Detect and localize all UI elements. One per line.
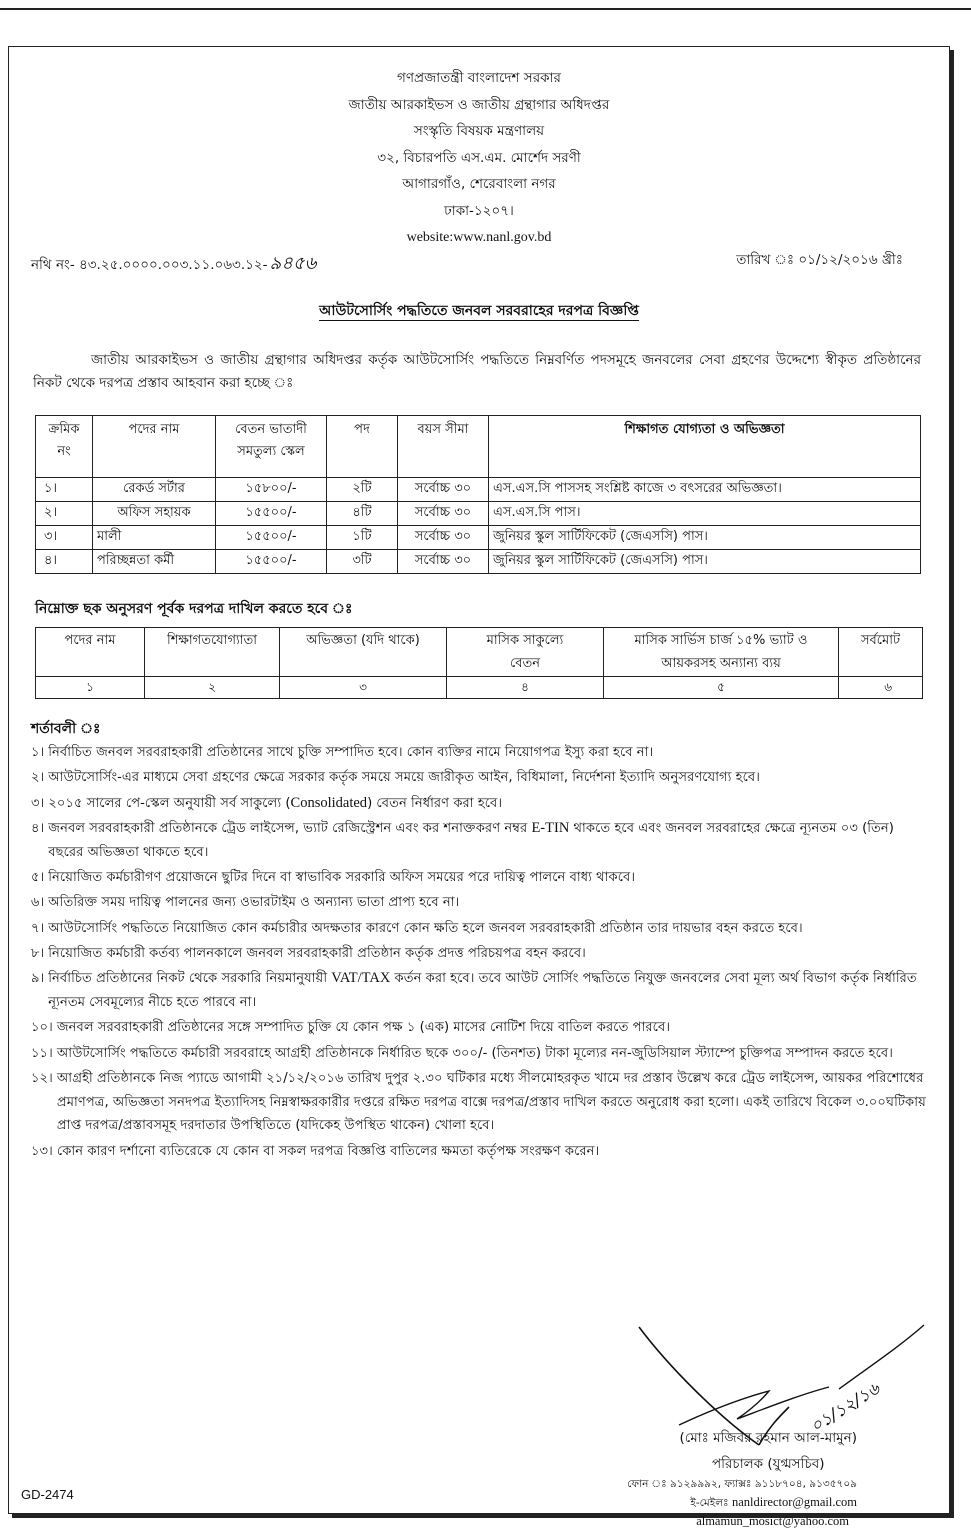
format-header-post-name: পদের নাম xyxy=(36,628,145,677)
term-item: ১৩। কোন কারণ দর্শানো ব্যতিরেকে যে কোন বা সকল দরপত্র বিজ্ঞপ্তি বাতিলের ক্ষমতা কর্তৃপক্ষ সংরক্ষণ করেন। xyxy=(31,1143,600,1159)
term-item: ৪। জনবল সরবরাহকারী প্রতিষ্ঠানকে ট্রেড লাইসেন্স, ভ্যাট রেজিস্ট্রেশন এবং কর শনাক্তকরণ নম্বর E-TIN থাকতে হবে এবং জনবল সরবরাহের ক্ষেত্রে ন্যূনতম ০৩ (তিন) বছরের অভিজ্ঞতা থাকতে হবে। xyxy=(31,819,894,860)
format-col-number: ৬ xyxy=(839,677,923,699)
row-qualification: এস.এস.সি পাস। xyxy=(489,502,921,526)
row-qualification: জুনিয়র স্কুল সার্টিফিকেট (জেএসসি) পাস। xyxy=(489,526,921,550)
notice-title-text: আউটসোর্সিং পদ্ধতিতে জনবল সরবরাহের দরপত্র বিজ্ঞপ্তি xyxy=(319,303,639,319)
contact-info xyxy=(627,1475,857,1530)
header-post-name: পদের নাম xyxy=(93,416,216,478)
signatory-name: (মোঃ মজিবর রহমান আল-মামুন) xyxy=(679,1430,857,1446)
header-address-city: ঢাকা-১২০৭। xyxy=(444,202,514,219)
row-post-name: পরিচ্ছন্নতা কর্মী xyxy=(93,550,216,574)
contact-email-secondary: almamun_mosict@yahoo.com xyxy=(696,1514,849,1528)
row-age-limit: সর্বোচ্চ ৩০ xyxy=(398,550,489,574)
row-qualification: জুনিয়র স্কুল সার্টিফিকেট (জেএসসি) পাস। xyxy=(489,550,921,574)
header-department: জাতীয় আরকাইভস ও জাতীয় গ্রন্থাগার অধিদপ্তর xyxy=(348,96,610,113)
issue-date: তারিখ ঃ ০১/১২/২০১৬ খ্রীঃ xyxy=(736,252,903,268)
row-post-count: ৪টি xyxy=(327,502,398,526)
format-header-salary: মাসিক সাকুল্যে বেতন xyxy=(447,628,604,677)
header-address-area: আগারগাঁও, শেরেবাংলা নগর xyxy=(402,176,556,193)
signatory xyxy=(680,1425,858,1477)
top-rule xyxy=(0,8,971,10)
term-item: ৬। অতিরিক্ত সময় দায়িত্ব পালনের জন্য ওভারটাইম ও অন্যান্য ভাতা প্রাপ্য হবে না। xyxy=(31,895,460,911)
term-item: ২। আউটসোর্সিং-এর মাধ্যমে সেবা গ্রহণের ক্ষেত্রে সরকার কর্তৃক সময়ে সময়ে জারীকৃত আইন, বিধিমালা, নির্দেশনা ইত্যাদি অনুসরণযোগ্য হবে। xyxy=(31,770,760,786)
format-header-qualification: শিক্ষাগতযোগ্যাতা xyxy=(145,628,280,677)
notice-title xyxy=(9,299,949,323)
row-salary: ১৫৫০০/- xyxy=(216,550,327,574)
term-item: ১০। জনবল সরবরাহকারী প্রতিষ্ঠানের সঙ্গে সম্পাদিত চুক্তি যে কোন পক্ষ ১ (এক) মাসের নোটিশ দিয়ে বাতিল করতে পারবে। xyxy=(31,1020,671,1036)
row-serial: ২। xyxy=(36,502,93,526)
term-item: ৭। আউটসোর্সিং পদ্ধতিতে নিয়োজিত কোন কর্মচারীর অদক্ষতার কারণে কোন ক্ষতি হলে জনবল সরবরাহকারী প্রতিষ্ঠান তার দায়ভার বহন করতে হবে। xyxy=(31,920,803,936)
format-col-number: ৪ xyxy=(447,677,604,699)
format-col-number: ১ xyxy=(36,677,145,699)
term-item: ১২। আগ্রহী প্রতিষ্ঠানকে নিজ প্যাডে আগামী ২১/১২/২০১৬ তারিখ দুপুর ২.৩০ ঘটিকার মধ্যে সীলমোহরকৃত খামে দর প্রস্তাব উল্লেখ করে ট্রেড লাইসেন্স, আয়কর পরিশোধের প্রমাণপত্র, অভিজ্ঞতা সনদপত্র ইত্যাদিসহ নিম্নস্বাক্ষরকারীর দপ্তরে রক্ষিত দরপত্র বাক্সে দরপত্র/প্রস্তাব দাখিল করতে অনুরোধ করা হলো। একই তারিখে বিকেল ৩.০০ঘটিকায় প্রাপ্ত দরপত্র/প্রস্তাবসমূহ দরদাতার উপস্থিতিতে (যদিকেহ উপস্থিত থাকেন) খোলা হবে। xyxy=(31,1070,926,1134)
intro-text: জাতীয় আরকাইভস ও জাতীয় গ্রন্থাগার অধিদপ্তর কর্তৃক আউটসোর্সিং পদ্ধতিতে নিম্নবর্ণিত পদসমূহে জনবলের সেবা গ্রহণের উদ্দেশ্যে স্বীকৃত প্রতিষ্ঠানের নিকট থেকে দরপত্র প্রস্তাব আহবান করা হচ্ছে ঃ xyxy=(33,352,921,391)
table-row xyxy=(36,550,921,574)
format-table-label: নিম্নোক্ত ছক অনুসরণ পূর্বক দরপত্র দাখিল করতে হবে ঃ xyxy=(35,601,353,617)
table-row xyxy=(36,478,921,502)
row-serial: ১। xyxy=(36,478,93,502)
notice-page xyxy=(8,46,950,1528)
format-table xyxy=(35,627,923,699)
format-table-number-row xyxy=(36,677,923,699)
term-item: ৯। নির্বাচিত প্রতিষ্ঠানের নিকট থেকে সরকারি নিয়মানুযায়ী VAT/TAX কর্তন করা হবে। তবে আউট সোর্সিং পদ্ধতিতে নিযুক্ত জনবলের সেবা মূল্য অর্থ বিভাগ কর্তৃক নির্ধারিত ন্যূনতম সেবমূল্যের নীচে হতে পারবে না। xyxy=(31,970,917,1010)
row-salary: ১৫৫০০/- xyxy=(216,502,327,526)
header-website: website:www.nanl.gov.bd xyxy=(406,229,552,245)
header-address-street: ৩২, বিচারপতি এস.এম. মোর্শেদ সরণী xyxy=(377,149,581,166)
row-age-limit: সর্বোচ্চ ৩০ xyxy=(398,478,489,502)
table-row xyxy=(36,502,921,526)
signatory-designation: পরিচালক (যুগ্মসচিব) xyxy=(711,1456,825,1472)
header-age-limit: বয়স সীমা xyxy=(398,416,489,478)
header-govt: গণপ্রজাতন্ত্রী বাংলাদেশ সরকার xyxy=(397,70,561,86)
row-post-count: ৩টি xyxy=(327,550,398,574)
row-post-count: ১টি xyxy=(327,526,398,550)
row-post-name: মালী xyxy=(93,526,216,550)
header-serial: ক্রমিক নং xyxy=(36,416,93,478)
term-item: ১। নির্বাচিত জনবল সরবরাহকারী প্রতিষ্ঠানের সাথে চুক্তি সম্পাদিত হবে। কোন ব্যক্তির নামে নিয়োগপত্র ইস্যু করা হবে না। xyxy=(31,745,654,760)
row-qualification: এস.এস.সি পাসসহ সংশ্লিষ্ট কাজে ৩ বৎসরের অভিজ্ঞতা। xyxy=(489,478,921,502)
term-item: ১১। আউটসোর্সিং পদ্ধতিতে কর্মচারী সরবরাহে আগ্রহী প্রতিষ্ঠানকে নির্ধারিত ছকে ৩০০/- (তিনশত) টাকা মূল্যের নন-জুডিসিয়াল স্ট্যাম্পে চুক্তিপত্র সম্পাদন করতে হবে। xyxy=(31,1045,893,1061)
term-item: ৩। ২০১৫ সালের পে-স্কেল অনুযায়ী সর্ব সাকুল্যে (Consolidated) বেতন নির্ধারণ করা হবে। xyxy=(31,794,503,811)
format-header-experience: অভিজ্ঞতা (যদি থাকে) xyxy=(280,628,447,677)
format-table-header xyxy=(36,628,923,677)
row-post-count: ২টি xyxy=(327,478,398,502)
terms-title: শর্তাবলী ঃ xyxy=(31,721,101,737)
term-item: ৮। নিয়োজিত কর্মচারী কর্তব্য পালনকালে জনবল সরবরাহকারী প্রতিষ্ঠান কর্তৃক প্রদত্ত পরিচয়পত্র বহন করবে। xyxy=(31,945,586,961)
file-number xyxy=(31,249,316,280)
intro-paragraph xyxy=(33,349,921,395)
contact-email-primary: nanldirector@gmail.com xyxy=(731,1495,857,1509)
signature-handwritten-date: ০১/১২/১৬ xyxy=(807,1379,884,1438)
term-item: ৫। নিয়োজিত কর্মচারীগণ প্রয়োজনে ছুটির দিনে বা স্বাভাবিক সরকারি অফিস সময়ের পরে দায়িত্ব পালনে বাধ্য থাকবে। xyxy=(31,869,636,885)
header-qualification: শিক্ষাগত যোগ্যতা ও অভিজ্ঞতা xyxy=(489,416,921,478)
posts-table xyxy=(35,415,921,574)
file-number-value: ৪৩.২৫.০০০০.০০৩.১১.০৬৩.১২- xyxy=(79,257,268,273)
format-header-service-charge: মাসিক সার্ভিস চার্জ ১৫% ভ্যাট ও আয়করসহ অন্যান্য ব্যয় xyxy=(604,628,839,677)
format-col-number: ৩ xyxy=(280,677,447,699)
format-col-number: ২ xyxy=(145,677,280,699)
contact-phone: ফোন ঃ ৯১২৯৯৯২, ফ্যাক্সঃ ৯১১৮৭০৪, ৯১৩৫৭০৯ xyxy=(627,1478,857,1490)
file-number-handwritten: ৯৪৫৬ xyxy=(269,253,317,274)
header-ministry: সংস্কৃতি বিষয়ক মন্ত্রণালয় xyxy=(413,123,545,140)
row-serial: ৪। xyxy=(36,550,93,574)
file-number-label: নথি নং- xyxy=(31,257,75,273)
posts-table-header xyxy=(36,416,921,478)
format-header-total: সর্বমোট xyxy=(839,628,923,677)
row-age-limit: সর্বোচ্চ ৩০ xyxy=(398,526,489,550)
row-salary: ১৫৮০০/- xyxy=(216,478,327,502)
header-salary: বেতন ভাতাদী সমতুল্য স্কেল xyxy=(216,416,327,478)
terms-list xyxy=(31,741,927,1165)
letterhead xyxy=(9,65,949,251)
table-row xyxy=(36,526,921,550)
footer-code: GD-2474 xyxy=(21,1487,74,1502)
header-post-count: পদ xyxy=(327,416,398,478)
row-serial: ৩। xyxy=(36,526,93,550)
contact-email-label: ই-মেইলঃ xyxy=(690,1497,729,1509)
row-age-limit: সর্বোচ্চ ৩০ xyxy=(398,502,489,526)
row-salary: ১৫৫০০/- xyxy=(216,526,327,550)
format-col-number: ৫ xyxy=(604,677,839,699)
row-post-name: অফিস সহায়ক xyxy=(93,502,216,526)
row-post-name: রেকর্ড সর্টার xyxy=(93,478,216,502)
